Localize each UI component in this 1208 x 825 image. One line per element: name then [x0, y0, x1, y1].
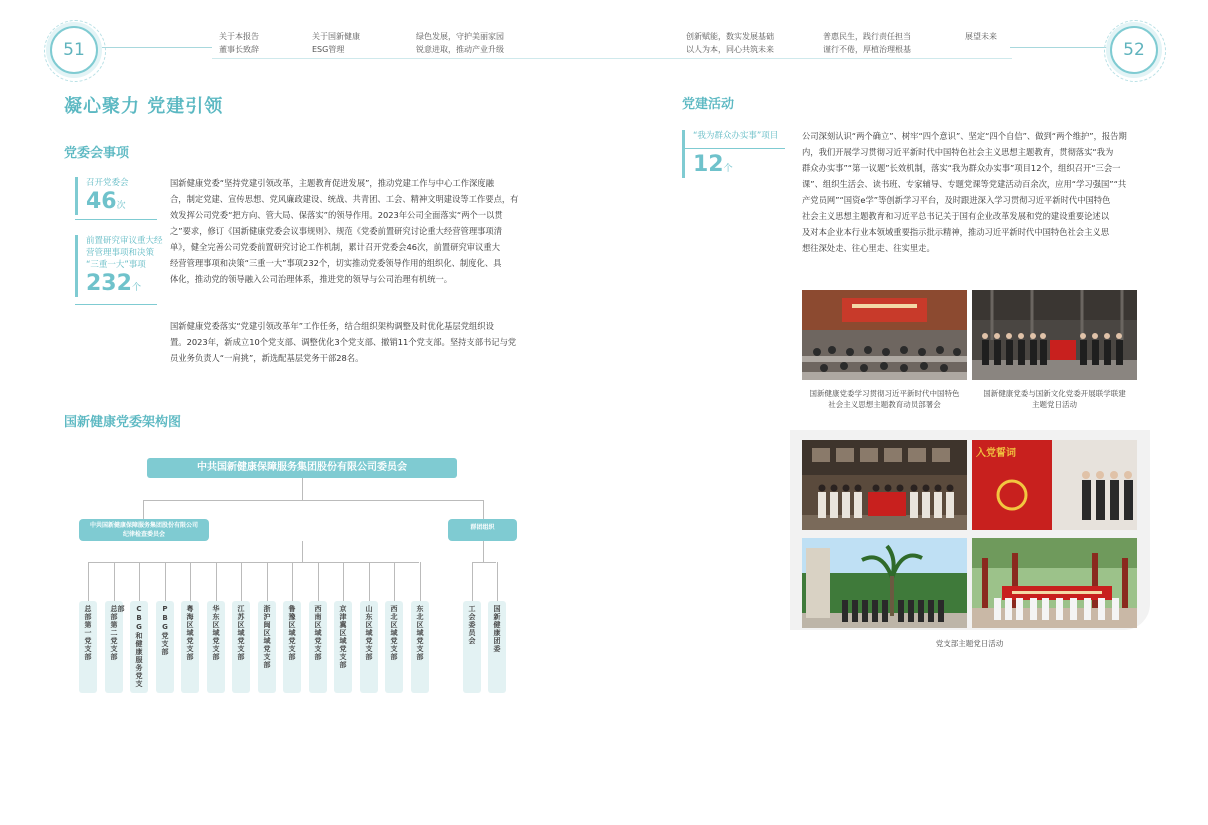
org-branch: 西南区域党支部 — [309, 601, 327, 693]
org-connector — [143, 500, 483, 501]
org-branch: 浙沪闽区域党支部 — [258, 601, 276, 693]
org-connector — [318, 562, 319, 601]
photo-outdoor-palm — [802, 538, 967, 628]
org-connector — [216, 562, 217, 601]
org-connector — [302, 478, 303, 500]
stat-meetings-value: 46 — [86, 189, 117, 214]
stat-meetings: 召开党委会 46次 — [75, 177, 129, 215]
org-branch: 江苏区域党支部 — [232, 601, 250, 693]
org-branch: 总部第二党支部 — [105, 601, 123, 693]
org-branch: 华东区域党支部 — [207, 601, 225, 693]
stat-major-matters-value: 232 — [86, 271, 132, 296]
page-title: 凝心聚力 党建引领 — [64, 96, 224, 117]
photo-oath-ceremony — [972, 440, 1137, 530]
org-branch: CBG和健康服务党支部 — [130, 601, 148, 693]
org-connector — [139, 562, 140, 601]
org-connector — [394, 562, 395, 601]
org-mass-group: 工会委员会 — [463, 601, 481, 693]
org-connector — [343, 562, 344, 601]
org-connector — [292, 562, 293, 601]
org-connector — [114, 562, 115, 601]
paragraph-committee: 国新健康党委“坚持党建引领改革，主题教育促进发展”，推动党建工作与中心工作深度融 合，制定党建、宣传思想、党风廉政建设、统战、共青团、工会、精神文明建设等工作要点，有 效发挥公司党委“把方向、管大局、保落实”的领导作用。2023年公司全面落实“两个一以贯 之”要求，修订《国新健康党委会议事规则》、规范《党委前置研究讨论重大经营管理事项清 单》，健全完善公司党委前置研究讨论工作机制，累计召开党委会46次，前置研究审议重大 经营管理事项和决策“三重一大”事项232个，切实推动党委领导作用的组织化、制度化、具 体化，推动党的领导融入公司治理体系，推进党的领导与公司治理有机统一。 — [170, 178, 519, 284]
org-connector — [165, 562, 166, 601]
section-title-committee: 党委会事项 — [64, 146, 130, 161]
banner-oath: 入党誓词 — [976, 448, 1016, 459]
org-connector — [369, 562, 370, 601]
nav-item-welfare[interactable]: 普惠民生，践行责任担当 谨行不倦，厚植治理根基 — [823, 32, 911, 54]
org-branch: 粤海区域党支部 — [181, 601, 199, 693]
header-divider — [102, 47, 212, 48]
nav-item-innovation[interactable]: 创新赋能，数实发展基础 以人为本，同心共筑未来 — [686, 32, 774, 54]
stat-major-matters: 前置研究审议重大经 营管理事项和决策 “三重一大”事项 232个 — [75, 235, 163, 297]
org-connector — [483, 500, 484, 519]
header-divider — [1010, 47, 1110, 48]
caption-mobilization-meeting: 国新健康党委学习贯彻习近平新时代中国特色 社会主义思想主题教育动员部署会 — [809, 389, 960, 409]
stat-practical-projects-value: 12 — [693, 152, 724, 177]
org-branch: PBG党支部 — [156, 601, 174, 693]
org-connector — [420, 562, 421, 601]
photo-joint-study — [972, 290, 1137, 380]
nav-item-about[interactable]: 关于国新健康 ESG管理 — [312, 32, 360, 54]
paragraph-grassroots: 国新健康党委落实“党建引领改革年”工作任务，结合组织架构调整及时优化基层党组织设 置。2023年，新成立10个党支部、调整优化3个党支部、撤销11个党支部。坚持支部书记与党 员业务负责人“一肩挑”，新选配基层党务干部28名。 — [170, 321, 517, 363]
org-branch: 总部第一党支部 — [79, 601, 97, 693]
page-number-left: 51 — [50, 26, 98, 74]
org-connector — [241, 562, 242, 601]
org-branch: 东北区域党支部 — [411, 601, 429, 693]
org-branch: 西北区域党支部 — [385, 601, 403, 693]
org-connector — [267, 562, 268, 601]
stat-divider — [685, 148, 785, 149]
stat-divider — [75, 219, 157, 220]
org-connector — [143, 500, 144, 519]
org-connector — [472, 562, 473, 601]
caption-branch-activities: 党支部主题党日活动 — [935, 639, 1004, 648]
section-title-activities: 党建活动 — [682, 97, 735, 112]
org-connector — [472, 562, 496, 563]
page-number-right: 52 — [1110, 26, 1158, 74]
org-branch: 鲁豫区域党支部 — [283, 601, 301, 693]
org-connector — [302, 541, 303, 562]
paragraph-activities: 公司深刻认识“两个确立”、树牢“四个意识”、坚定“四个自信”、做到“两个维护”，报告期 内，我们开展学习贯彻习近平新时代中国特色社会主义思想主题教育，贯彻落实“我为 群众办实事”“第一议题”长效机制，落实“我为群众办实事”项目12个，组织召开“三会一 课”、组织生活会、读书班、专家辅导、专题党课等党建活动百余次，应用“学习强国”“共 产党员网”“国资e学”等创新学习平台，及时跟进深入学习贯彻习近平新时代中国特色 社会主义思想主题教育和习近平总书记关于国有企业改革发展和党的建设重要论述以 及对本企业本行业本领域重要指示批示精神，推动习近平新时代中国特色社会主义思 想往深处走、往心里走、往实里走。 — [802, 131, 1127, 253]
header-baseline — [212, 58, 1012, 59]
section-title-org-chart: 国新健康党委架构图 — [64, 415, 182, 430]
photo-outdoor-banner — [972, 538, 1137, 628]
org-connector — [483, 541, 484, 562]
org-connector — [88, 562, 89, 601]
org-connector — [190, 562, 191, 601]
org-discipline-committee: 中共国新健康保障服务集团股份有限公司 纪律检查委员会 — [79, 519, 209, 541]
org-branch: 京津冀区域党支部 — [334, 601, 352, 693]
nav-item-green[interactable]: 绿色发展，守护美丽家园 锐意进取，推动产业升级 — [416, 32, 504, 54]
photo-exhibition-visit — [802, 440, 967, 530]
stat-practical-projects: “我为群众办实事”项目 12个 — [682, 130, 778, 178]
nav-item-report[interactable]: 关于本报告 董事长致辞 — [219, 32, 259, 54]
org-mass-group: 国新健康团委 — [488, 601, 506, 693]
org-connector — [497, 562, 498, 601]
org-party-committee: 中共国新健康保障服务集团股份有限公司委员会 — [147, 458, 457, 478]
photo-mobilization-meeting — [802, 290, 967, 380]
org-branch: 山东区域党支部 — [360, 601, 378, 693]
stat-divider — [75, 304, 157, 305]
nav-item-future[interactable]: 展望未来 — [965, 32, 997, 41]
caption-joint-study: 国新健康党委与国新文化党委开展联学联建 主题党日活动 — [983, 389, 1126, 409]
org-mass-organizations: 群团组织 — [448, 519, 517, 541]
